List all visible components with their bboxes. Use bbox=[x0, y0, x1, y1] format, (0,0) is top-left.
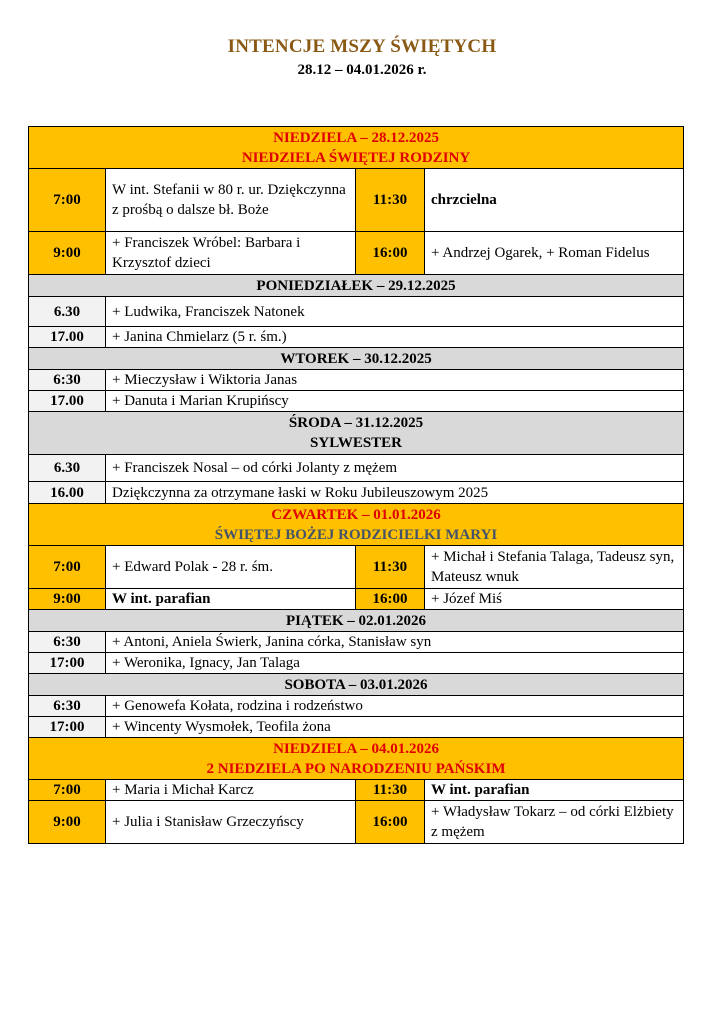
mass-intention: + Maria i Michał Karcz bbox=[106, 780, 356, 801]
table-row bbox=[29, 482, 684, 504]
table-row bbox=[29, 370, 684, 391]
mass-intention: + Edward Polak - 28 r. śm. bbox=[106, 546, 356, 589]
day-title: WTOREK – 30.12.2025 bbox=[29, 348, 684, 370]
mass-intention: + Wincenty Wysmołek, Teofila żona bbox=[106, 717, 684, 738]
mass-intention: + Genowefa Kołata, rodzina i rodzeństwo bbox=[106, 696, 684, 717]
mass-intention: + Józef Miś bbox=[425, 589, 684, 610]
mass-time: 16.00 bbox=[29, 482, 106, 504]
mass-time: 16:00 bbox=[356, 801, 425, 844]
mass-time: 11:30 bbox=[356, 780, 425, 801]
day-header-tuesday bbox=[29, 348, 684, 370]
page-title: INTENCJE MSZY ŚWIĘTYCH bbox=[227, 36, 497, 57]
table-row bbox=[29, 717, 684, 738]
day-title: PONIEDZIAŁEK – 29.12.2025 bbox=[29, 275, 684, 297]
day-header-sunday-1 bbox=[29, 127, 684, 169]
table-row bbox=[29, 297, 684, 327]
mass-intention: + Julia i Stanisław Grzeczyńscy bbox=[106, 801, 356, 844]
mass-intention: + Michał i Stefania Talaga, Tadeusz syn, Mateusz wnuk bbox=[425, 546, 684, 589]
mass-intentions-table bbox=[28, 126, 684, 844]
mass-time: 16:00 bbox=[356, 232, 425, 275]
day-header-friday bbox=[29, 610, 684, 632]
mass-time: 7:00 bbox=[29, 780, 106, 801]
feast-title: SYLWESTER bbox=[310, 435, 403, 451]
mass-intention: W int. Stefanii w 80 r. ur. Dziękczynna z prośbą o dalsze bł. Boże bbox=[106, 169, 356, 232]
table-row bbox=[29, 589, 684, 610]
mass-time: 9:00 bbox=[29, 589, 106, 610]
mass-time: 11:30 bbox=[356, 546, 425, 589]
mass-time: 17:00 bbox=[29, 717, 106, 738]
mass-intention: + Weronika, Ignacy, Jan Talaga bbox=[106, 653, 684, 674]
day-header-thursday bbox=[29, 504, 684, 546]
table-row bbox=[29, 546, 684, 589]
mass-intention: + Janina Chmielarz (5 r. śm.) bbox=[106, 327, 684, 348]
mass-intention: + Antoni, Aniela Świerk, Janina córka, Stanisław syn bbox=[106, 632, 684, 653]
table-row bbox=[29, 696, 684, 717]
mass-intention: + Danuta i Marian Krupińscy bbox=[106, 391, 684, 412]
mass-time: 9:00 bbox=[29, 232, 106, 275]
table-row bbox=[29, 801, 684, 844]
mass-intention: W int. parafian bbox=[106, 589, 356, 610]
mass-time: 7:00 bbox=[29, 169, 106, 232]
table-row bbox=[29, 232, 684, 275]
mass-intention: + Andrzej Ogarek, + Roman Fidelus bbox=[425, 232, 684, 275]
day-title: CZWARTEK – 01.01.2026 bbox=[271, 506, 441, 523]
mass-intention: + Władysław Tokarz – od córki Elżbiety z mężem bbox=[425, 801, 684, 844]
mass-time: 6:30 bbox=[29, 632, 106, 653]
day-header-wednesday bbox=[29, 412, 684, 455]
day-title: NIEDZIELA – 28.12.2025 bbox=[273, 129, 439, 146]
mass-time: 9:00 bbox=[29, 801, 106, 844]
mass-time: 11:30 bbox=[356, 169, 425, 232]
mass-time: 17.00 bbox=[29, 391, 106, 412]
mass-time: 17:00 bbox=[29, 653, 106, 674]
mass-intention: Dziękczynna za otrzymane łaski w Roku Jubileuszowym 2025 bbox=[106, 482, 684, 504]
mass-time: 7:00 bbox=[29, 546, 106, 589]
mass-intention: + Franciszek Wróbel: Barbara i Krzysztof dzieci bbox=[106, 232, 356, 275]
mass-time: 17.00 bbox=[29, 327, 106, 348]
day-title: NIEDZIELA – 04.01.2026 bbox=[273, 740, 439, 757]
table-row bbox=[29, 391, 684, 412]
feast-title: NIEDZIELA ŚWIĘTEJ RODZINY bbox=[241, 149, 471, 166]
table-row bbox=[29, 780, 684, 801]
day-title: PIĄTEK – 02.01.2026 bbox=[29, 610, 684, 632]
mass-intention: + Mieczysław i Wiktoria Janas bbox=[106, 370, 684, 391]
mass-time: 6:30 bbox=[29, 370, 106, 391]
mass-intention: + Franciszek Nosal – od córki Jolanty z mężem bbox=[106, 455, 684, 482]
feast-title: 2 NIEDZIELA PO NARODZENIU PAŃSKIM bbox=[206, 760, 506, 777]
mass-intention: + Ludwika, Franciszek Natonek bbox=[106, 297, 684, 327]
day-header-monday bbox=[29, 275, 684, 297]
day-header-saturday bbox=[29, 674, 684, 696]
mass-time: 16:00 bbox=[356, 589, 425, 610]
date-range: 28.12 – 04.01.2026 r. bbox=[297, 62, 427, 78]
table-row bbox=[29, 327, 684, 348]
mass-intention: chrzcielna bbox=[425, 169, 684, 232]
table-row bbox=[29, 169, 684, 232]
mass-intention: W int. parafian bbox=[425, 780, 684, 801]
feast-title: ŚWIĘTEJ BOŻEJ RODZICIELKI MARYI bbox=[214, 526, 498, 543]
mass-time: 6.30 bbox=[29, 297, 106, 327]
mass-time: 6:30 bbox=[29, 696, 106, 717]
mass-time: 6.30 bbox=[29, 455, 106, 482]
day-header-sunday-2 bbox=[29, 738, 684, 780]
table-row bbox=[29, 653, 684, 674]
table-row bbox=[29, 632, 684, 653]
day-title: ŚRODA – 31.12.2025 bbox=[288, 415, 424, 431]
table-row bbox=[29, 455, 684, 482]
day-title: SOBOTA – 03.01.2026 bbox=[29, 674, 684, 696]
